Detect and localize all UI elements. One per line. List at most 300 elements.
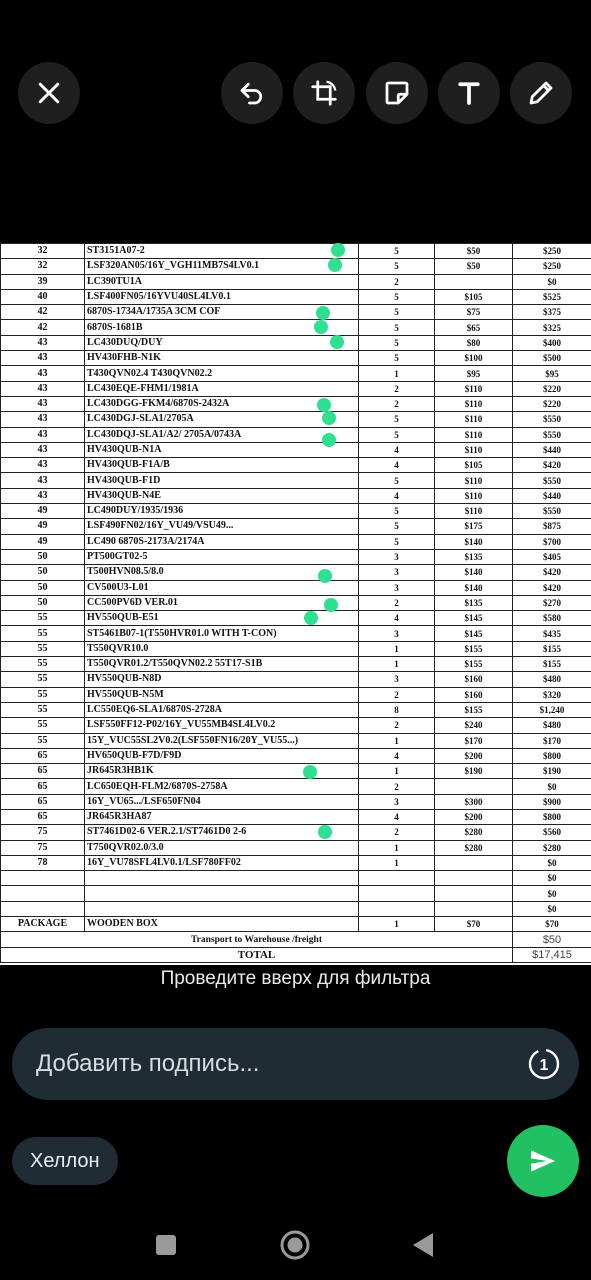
price-cell: $100 [435, 351, 513, 366]
text-button[interactable] [438, 62, 500, 124]
marker-dot [314, 320, 328, 334]
amount-cell: $420 [513, 580, 591, 595]
caption-bar[interactable] [12, 1028, 579, 1100]
qty-cell: 3 [359, 794, 435, 809]
table-row [1, 702, 591, 717]
qty-cell: 3 [359, 580, 435, 595]
price-cell: $110 [435, 442, 513, 457]
qty-cell: 2 [359, 779, 435, 794]
model-cell: LC430DQJ-SLA1/A2/ 2705A/0743A [85, 427, 359, 442]
qty-cell: 1 [359, 764, 435, 779]
model-cell [85, 871, 359, 886]
marker-dot [328, 258, 342, 272]
size-cell: 65 [1, 764, 85, 779]
table-row [1, 473, 591, 488]
size-cell: 43 [1, 396, 85, 411]
model-cell: LC390TU1A [85, 274, 359, 289]
model-cell: HV550QUB-N5M [85, 687, 359, 702]
marker-dot [331, 243, 345, 257]
table-row [1, 519, 591, 534]
qty-cell: 4 [359, 442, 435, 457]
amount-cell: $480 [513, 718, 591, 733]
amount-cell: $900 [513, 794, 591, 809]
price-cell: $145 [435, 626, 513, 641]
invoice-photo [0, 243, 591, 965]
amount-cell: $550 [513, 473, 591, 488]
marker-dot [322, 411, 336, 425]
model-cell: 16Y_VU78SFL4LV0.1/LSF780FF02 [85, 855, 359, 870]
qty-cell: 5 [359, 289, 435, 304]
model-cell: HV550QUB-N8D [85, 672, 359, 687]
price-cell: $160 [435, 672, 513, 687]
model-cell: HV650QUB-F7D/F9D [85, 748, 359, 763]
price-cell [435, 871, 513, 886]
size-cell: 32 [1, 259, 85, 274]
qty-cell: 2 [359, 687, 435, 702]
price-cell: $145 [435, 611, 513, 626]
qty-cell: 2 [359, 718, 435, 733]
amount-cell: $420 [513, 565, 591, 580]
model-cell: T550QVR10.0 [85, 641, 359, 656]
price-cell: $190 [435, 764, 513, 779]
qty-cell: 5 [359, 305, 435, 320]
qty-cell: 4 [359, 809, 435, 824]
transport-label: Transport to Warehouse /freight [1, 932, 513, 947]
size-cell: 50 [1, 595, 85, 610]
price-cell: $110 [435, 427, 513, 442]
qty-cell: 3 [359, 549, 435, 564]
undo-button[interactable] [221, 62, 283, 124]
table-row [1, 825, 591, 840]
amount-cell: $220 [513, 381, 591, 396]
marker-dot [318, 825, 332, 839]
model-cell: ST3151A07-2 [85, 244, 359, 259]
model-cell: LC490 6870S-2173A/2174A [85, 534, 359, 549]
model-cell: LC550EQ6-SLA1/6870S-2728A [85, 702, 359, 717]
amount-cell: $405 [513, 549, 591, 564]
table-row [1, 886, 591, 901]
table-row [1, 534, 591, 549]
model-cell: JR645R3HA87 [85, 809, 359, 824]
model-cell: WOODEN BOX [85, 917, 359, 932]
amount-cell: $550 [513, 504, 591, 519]
amount-cell: $170 [513, 733, 591, 748]
invoice-table [0, 243, 591, 963]
price-cell: $280 [435, 840, 513, 855]
model-cell: PT500GT02-5 [85, 549, 359, 564]
marker-dot [317, 398, 331, 412]
model-cell: T550QVR01.2/T550QVN02.2 55T17-S1B [85, 657, 359, 672]
size-cell: 55 [1, 702, 85, 717]
model-cell: CC500PV6D VER.01 [85, 595, 359, 610]
amount-cell: $400 [513, 335, 591, 350]
amount-cell: $1,240 [513, 702, 591, 717]
amount-cell: $0 [513, 274, 591, 289]
model-cell: ST7461D02-6 VER.2.1/ST7461D0 2-6 [85, 825, 359, 840]
table-row [1, 611, 591, 626]
qty-cell: 4 [359, 458, 435, 473]
size-cell: 55 [1, 687, 85, 702]
draw-button[interactable] [510, 62, 572, 124]
qty-cell [359, 871, 435, 886]
qty-cell: 1 [359, 733, 435, 748]
size-cell: 50 [1, 565, 85, 580]
size-cell: 65 [1, 794, 85, 809]
qty-cell: 5 [359, 351, 435, 366]
size-cell: 50 [1, 549, 85, 564]
sticker-button[interactable] [366, 62, 428, 124]
table-row [1, 366, 591, 381]
amount-cell: $250 [513, 244, 591, 259]
model-cell: LC430DGJ-SLA1/2705A [85, 412, 359, 427]
qty-cell: 5 [359, 427, 435, 442]
view-once-label: 1 [539, 1057, 549, 1074]
size-cell: 78 [1, 855, 85, 870]
size-cell: 55 [1, 641, 85, 656]
size-cell: 55 [1, 672, 85, 687]
price-cell: $110 [435, 488, 513, 503]
size-cell: 55 [1, 657, 85, 672]
amount-cell: $420 [513, 458, 591, 473]
amount-cell: $375 [513, 305, 591, 320]
table-row [1, 427, 591, 442]
table-row [1, 412, 591, 427]
total-label: TOTAL [1, 947, 513, 962]
price-cell: $240 [435, 718, 513, 733]
price-cell: $155 [435, 641, 513, 656]
table-row [1, 748, 591, 763]
marker-dot [304, 611, 318, 625]
qty-cell: 3 [359, 626, 435, 641]
size-cell: 75 [1, 825, 85, 840]
amount-cell: $800 [513, 748, 591, 763]
price-cell: $65 [435, 320, 513, 335]
caption-input[interactable] [36, 1050, 527, 1078]
price-cell: $135 [435, 595, 513, 610]
amount-cell: $270 [513, 595, 591, 610]
price-cell [435, 886, 513, 901]
undo-icon [237, 78, 267, 108]
view-once-button[interactable] [527, 1047, 561, 1081]
size-cell: 55 [1, 611, 85, 626]
qty-cell: 2 [359, 595, 435, 610]
size-cell: 65 [1, 748, 85, 763]
text-icon [454, 78, 484, 108]
table-row [1, 381, 591, 396]
table-row [1, 779, 591, 794]
model-cell: LC650EQH-FLM2/6870S-2758A [85, 779, 359, 794]
amount-cell: $0 [513, 779, 591, 794]
size-cell: 49 [1, 519, 85, 534]
table-row [1, 305, 591, 320]
amount-cell: $325 [513, 320, 591, 335]
amount-cell: $435 [513, 626, 591, 641]
amount-cell: $190 [513, 764, 591, 779]
price-cell: $110 [435, 396, 513, 411]
qty-cell: 2 [359, 381, 435, 396]
table-row [1, 244, 591, 259]
table-row [1, 488, 591, 503]
back-button[interactable] [412, 1232, 434, 1263]
qty-cell: 1 [359, 855, 435, 870]
recipient-chip[interactable]: Хеллон [12, 1137, 118, 1185]
model-cell: HV430QUB-N1A [85, 442, 359, 457]
qty-cell: 5 [359, 534, 435, 549]
model-cell: LSF550FF12-P02/16Y_VU55MB4SL4LV0.2 [85, 718, 359, 733]
qty-cell: 5 [359, 412, 435, 427]
table-row [1, 565, 591, 580]
model-cell: 16Y_VU65.../LSF650FN04 [85, 794, 359, 809]
total-value: $17,415 [513, 947, 591, 962]
amount-cell: $550 [513, 412, 591, 427]
send-icon [527, 1145, 559, 1177]
qty-cell: 1 [359, 366, 435, 381]
model-cell: HV430QUB-N4E [85, 488, 359, 503]
model-cell: HV430QUB-F1D [85, 473, 359, 488]
qty-cell [359, 886, 435, 901]
table-row [1, 809, 591, 824]
size-cell: 39 [1, 274, 85, 289]
size-cell: 32 [1, 244, 85, 259]
size-cell: 43 [1, 366, 85, 381]
size-cell: 75 [1, 840, 85, 855]
size-cell: 50 [1, 580, 85, 595]
marker-dot [324, 598, 338, 612]
size-cell: 55 [1, 733, 85, 748]
amount-cell: $440 [513, 488, 591, 503]
amount-cell: $440 [513, 442, 591, 457]
price-cell: $50 [435, 259, 513, 274]
model-cell: T750QVR02.0/3.0 [85, 840, 359, 855]
amount-cell: $700 [513, 534, 591, 549]
pencil-icon [526, 78, 556, 108]
table-row [1, 840, 591, 855]
model-cell: HV430QUB-F1A/B [85, 458, 359, 473]
model-cell: T500HVN08.5/8.0 [85, 565, 359, 580]
table-row [1, 657, 591, 672]
table-row [1, 351, 591, 366]
table-row [1, 871, 591, 886]
amount-cell: $560 [513, 825, 591, 840]
send-button[interactable] [507, 1125, 579, 1197]
table-row [1, 764, 591, 779]
model-cell [85, 901, 359, 916]
price-cell: $160 [435, 687, 513, 702]
qty-cell: 2 [359, 825, 435, 840]
model-cell: LSF320AN05/16Y_VGH11MB7S4LV0.1 [85, 259, 359, 274]
price-cell: $135 [435, 549, 513, 564]
table-row [1, 320, 591, 335]
price-cell: $300 [435, 794, 513, 809]
table-row [1, 580, 591, 595]
table-row [1, 289, 591, 304]
size-cell: 43 [1, 351, 85, 366]
price-cell: $155 [435, 657, 513, 672]
table-row [1, 335, 591, 350]
amount-cell: $0 [513, 886, 591, 901]
table-row [1, 442, 591, 457]
size-cell [1, 886, 85, 901]
price-cell: $110 [435, 412, 513, 427]
size-cell: 49 [1, 504, 85, 519]
price-cell: $110 [435, 381, 513, 396]
table-row [1, 687, 591, 702]
qty-cell: 5 [359, 335, 435, 350]
price-cell: $95 [435, 366, 513, 381]
amount-cell: $220 [513, 396, 591, 411]
amount-cell: $480 [513, 672, 591, 687]
table-row [1, 917, 591, 932]
size-cell: 49 [1, 534, 85, 549]
size-cell: 65 [1, 779, 85, 794]
table-row [1, 733, 591, 748]
amount-cell: $525 [513, 289, 591, 304]
size-cell: 43 [1, 488, 85, 503]
qty-cell: 3 [359, 565, 435, 580]
price-cell: $75 [435, 305, 513, 320]
square-icon [155, 1234, 177, 1256]
amount-cell: $280 [513, 840, 591, 855]
size-cell: 42 [1, 320, 85, 335]
view-once-icon [527, 1047, 561, 1081]
qty-cell: 1 [359, 840, 435, 855]
price-cell: $280 [435, 825, 513, 840]
table-row [1, 396, 591, 411]
price-cell: $170 [435, 733, 513, 748]
size-cell: 43 [1, 412, 85, 427]
price-cell [435, 855, 513, 870]
price-cell: $175 [435, 519, 513, 534]
qty-cell: 4 [359, 611, 435, 626]
qty-cell: 2 [359, 274, 435, 289]
size-cell: 43 [1, 335, 85, 350]
size-cell: 43 [1, 458, 85, 473]
size-cell [1, 871, 85, 886]
model-cell: T430QVN02.4 T430QVN02.2 [85, 366, 359, 381]
model-cell: HV430FHB-N1K [85, 351, 359, 366]
crop-rotate-button[interactable] [293, 62, 355, 124]
model-cell: ST5461B07-1(T550HVR01.0 WITH T-CON) [85, 626, 359, 641]
table-row [1, 504, 591, 519]
price-cell: $140 [435, 534, 513, 549]
price-cell: $70 [435, 917, 513, 932]
recents-button[interactable] [155, 1234, 177, 1261]
size-cell: 43 [1, 427, 85, 442]
model-cell: 6870S-1734A/1735A 3CM COF [85, 305, 359, 320]
home-circle-icon [279, 1229, 311, 1261]
marker-dot [318, 569, 332, 583]
close-icon [34, 78, 64, 108]
qty-cell: 1 [359, 657, 435, 672]
size-cell [1, 901, 85, 916]
home-button[interactable] [279, 1229, 311, 1266]
qty-cell: 8 [359, 702, 435, 717]
model-cell: LC430EQE-FHM1/1981A [85, 381, 359, 396]
amount-cell: $580 [513, 611, 591, 626]
price-cell: $155 [435, 702, 513, 717]
qty-cell: 3 [359, 672, 435, 687]
crop-rotate-icon [309, 78, 339, 108]
qty-cell: 2 [359, 396, 435, 411]
price-cell [435, 901, 513, 916]
amount-cell: $155 [513, 641, 591, 656]
size-cell: PACKAGE [1, 917, 85, 932]
model-cell [85, 886, 359, 901]
model-cell: LSF400FN05/16YVU40SL4LV0.1 [85, 289, 359, 304]
model-cell: JR645R3HB1K [85, 764, 359, 779]
amount-cell: $800 [513, 809, 591, 824]
amount-cell: $320 [513, 687, 591, 702]
qty-cell: 5 [359, 473, 435, 488]
price-cell: $140 [435, 565, 513, 580]
price-cell: $80 [435, 335, 513, 350]
price-cell: $105 [435, 289, 513, 304]
price-cell [435, 274, 513, 289]
qty-cell: 1 [359, 917, 435, 932]
amount-cell: $155 [513, 657, 591, 672]
amount-cell: $500 [513, 351, 591, 366]
marker-dot [303, 765, 317, 779]
size-cell: 55 [1, 718, 85, 733]
amount-cell: $550 [513, 427, 591, 442]
sticker-icon [382, 78, 412, 108]
table-row [1, 901, 591, 916]
amount-cell: $250 [513, 259, 591, 274]
price-cell: $200 [435, 809, 513, 824]
amount-cell: $0 [513, 901, 591, 916]
table-row [1, 794, 591, 809]
qty-cell: 5 [359, 504, 435, 519]
size-cell: 43 [1, 473, 85, 488]
model-cell: LC430DGG-FKM4/6870S-2432A [85, 396, 359, 411]
price-cell: $105 [435, 458, 513, 473]
transport-value: $50 [513, 932, 591, 947]
table-row [1, 274, 591, 289]
qty-cell: 4 [359, 488, 435, 503]
model-cell: LC430DUQ/DUY [85, 335, 359, 350]
price-cell: $110 [435, 473, 513, 488]
table-row [1, 672, 591, 687]
table-row [1, 458, 591, 473]
model-cell: LC490DUY/1935/1936 [85, 504, 359, 519]
marker-dot [330, 335, 344, 349]
size-cell: 42 [1, 305, 85, 320]
size-cell: 65 [1, 809, 85, 824]
amount-cell: $0 [513, 855, 591, 870]
qty-cell: 5 [359, 259, 435, 274]
amount-cell: $95 [513, 366, 591, 381]
close-button[interactable] [18, 62, 80, 124]
transport-row [1, 932, 591, 947]
amount-cell: $70 [513, 917, 591, 932]
qty-cell: 5 [359, 519, 435, 534]
qty-cell: 4 [359, 748, 435, 763]
model-cell: 15Y_VUC55SL2V0.2(LSF550FN16/20Y_VU55...) [85, 733, 359, 748]
swipe-hint: Проведите вверх для фильтра [160, 968, 431, 989]
qty-cell [359, 901, 435, 916]
table-row [1, 595, 591, 610]
price-cell [435, 779, 513, 794]
amount-cell: $875 [513, 519, 591, 534]
qty-cell: 5 [359, 320, 435, 335]
price-cell: $110 [435, 504, 513, 519]
price-cell: $50 [435, 244, 513, 259]
amount-cell: $0 [513, 871, 591, 886]
marker-dot [316, 306, 330, 320]
table-row [1, 549, 591, 564]
system-nav-bar [0, 1215, 591, 1280]
size-cell: 43 [1, 381, 85, 396]
